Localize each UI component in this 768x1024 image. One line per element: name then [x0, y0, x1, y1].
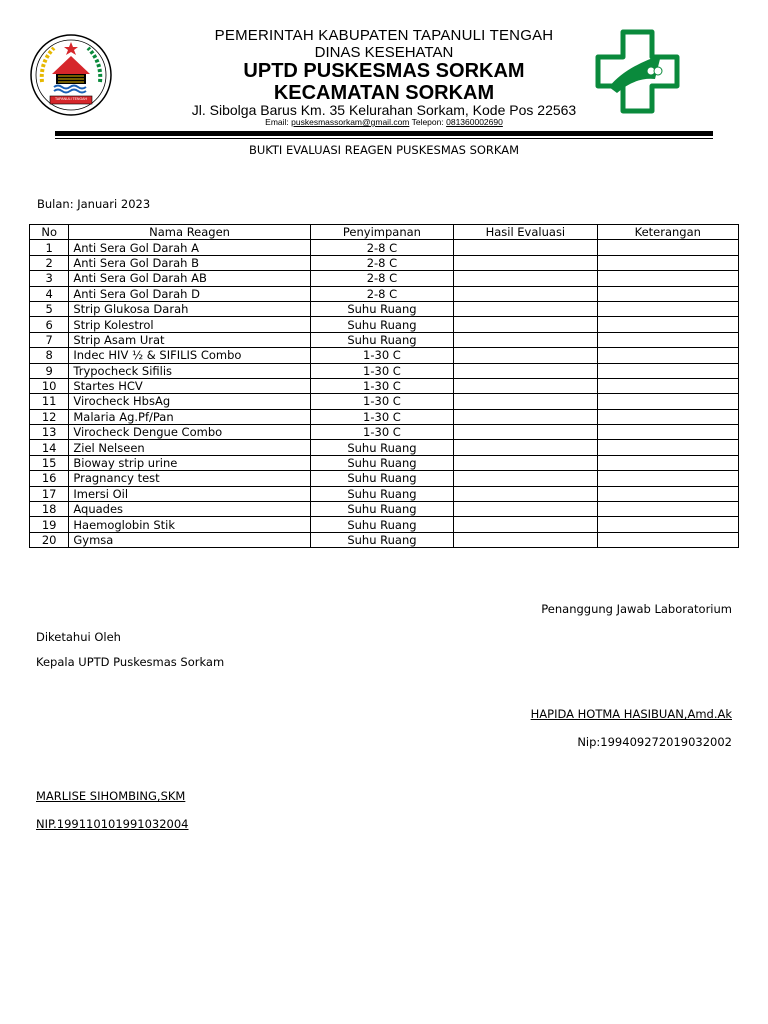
storage-condition: 1-30 C [310, 425, 453, 440]
header-government: PEMERINTAH KABUPATEN TAPANULI TENGAH [214, 27, 554, 44]
phone-label: Telepon: [411, 117, 444, 127]
evaluation-result [454, 425, 597, 440]
evaluation-result [454, 471, 597, 486]
row-notes [597, 286, 738, 301]
row-number: 5 [30, 301, 69, 316]
row-number: 13 [30, 425, 69, 440]
row-notes [597, 532, 738, 547]
reagent-name: Aquades [69, 502, 310, 517]
known-by: Diketahui Oleh [36, 630, 121, 644]
storage-condition: 1-30 C [310, 363, 453, 378]
evaluation-result [454, 286, 597, 301]
document-title: BUKTI EVALUASI REAGEN PUSKESMAS SORKAM [248, 143, 520, 157]
evaluation-result [454, 502, 597, 517]
table-row [30, 348, 739, 363]
reagent-name: Strip Kolestrol [69, 317, 310, 332]
evaluation-result [454, 317, 597, 332]
reagent-name: Startes HCV [69, 378, 310, 393]
row-notes [597, 502, 738, 517]
row-notes [597, 317, 738, 332]
storage-condition: 2-8 C [310, 240, 453, 255]
storage-condition: Suhu Ruang [310, 301, 453, 316]
row-number: 19 [30, 517, 69, 532]
reagent-name: Anti Sera Gol Darah B [69, 255, 310, 270]
head-signatory-nip: NIP.199110101991032004 [36, 817, 189, 831]
row-number: 10 [30, 378, 69, 393]
row-number: 7 [30, 332, 69, 347]
header-department: DINAS KESEHATAN [314, 44, 454, 61]
phone-link[interactable]: 081360002690 [446, 117, 503, 127]
email-label: Email: [265, 117, 289, 127]
row-number: 20 [30, 532, 69, 547]
evaluation-result [454, 378, 597, 393]
reagent-name: Ziel Nelseen [69, 440, 310, 455]
header-notes: Keterangan [597, 225, 738, 240]
storage-condition: Suhu Ruang [310, 332, 453, 347]
header-result: Hasil Evaluasi [454, 225, 597, 240]
storage-condition: Suhu Ruang [310, 455, 453, 470]
evaluation-result [454, 440, 597, 455]
row-notes [597, 409, 738, 424]
header-storage: Penyimpanan [310, 225, 453, 240]
reagent-name: Gymsa [69, 532, 310, 547]
storage-condition: Suhu Ruang [310, 440, 453, 455]
table-row [30, 363, 739, 378]
table-row [30, 455, 739, 470]
table-row [30, 517, 739, 532]
row-notes [597, 332, 738, 347]
header-no: No [30, 225, 69, 240]
email-link[interactable]: puskesmassorkam@gmail.com [291, 117, 410, 127]
reagent-name: Virocheck Dengue Combo [69, 425, 310, 440]
reagent-name: Anti Sera Gol Darah A [69, 240, 310, 255]
row-notes [597, 455, 738, 470]
row-number: 16 [30, 471, 69, 486]
lab-role: Penanggung Jawab Laboratorium [541, 602, 732, 616]
table-row [30, 317, 739, 332]
table-row [30, 440, 739, 455]
storage-condition: Suhu Ruang [310, 486, 453, 501]
reagent-name: Trypocheck Sifilis [69, 363, 310, 378]
row-notes [597, 425, 738, 440]
table-row [30, 378, 739, 393]
row-number: 15 [30, 455, 69, 470]
row-notes [597, 271, 738, 286]
row-notes [597, 255, 738, 270]
storage-condition: 1-30 C [310, 378, 453, 393]
reagent-name: Malaria Ag.Pf/Pan [69, 409, 310, 424]
reagent-name: Haemoglobin Stik [69, 517, 310, 532]
table-row [30, 425, 739, 440]
row-notes [597, 440, 738, 455]
evaluation-result [454, 409, 597, 424]
storage-condition: Suhu Ruang [310, 532, 453, 547]
lab-signatory-name: HAPIDA HOTMA HASIBUAN,Amd.Ak [530, 707, 732, 721]
row-number: 8 [30, 348, 69, 363]
row-number: 11 [30, 394, 69, 409]
table-row [30, 471, 739, 486]
table-row [30, 532, 739, 547]
head-signatory-name: MARLISE SIHOMBING,SKM [36, 789, 186, 803]
storage-condition: 2-8 C [310, 255, 453, 270]
reagent-name: Anti Sera Gol Darah D [69, 286, 310, 301]
storage-condition: 1-30 C [310, 394, 453, 409]
row-number: 14 [30, 440, 69, 455]
table-row [30, 394, 739, 409]
reagent-name: Pragnancy test [69, 471, 310, 486]
table-row [30, 332, 739, 347]
evaluation-result [454, 255, 597, 270]
table-row [30, 271, 739, 286]
reagent-name: Anti Sera Gol Darah AB [69, 271, 310, 286]
table-header-row [30, 225, 739, 240]
header-reagent-name: Nama Reagen [69, 225, 310, 240]
table-row [30, 240, 739, 255]
row-number: 18 [30, 502, 69, 517]
evaluation-result [454, 348, 597, 363]
table-row [30, 255, 739, 270]
evaluation-result [454, 240, 597, 255]
storage-condition: 2-8 C [310, 286, 453, 301]
reagent-table [29, 224, 739, 548]
storage-condition: Suhu Ruang [310, 517, 453, 532]
row-number: 17 [30, 486, 69, 501]
reagent-name: Indec HIV ½ & SIFILIS Combo [69, 348, 310, 363]
table-row [30, 502, 739, 517]
storage-condition: Suhu Ruang [310, 502, 453, 517]
row-number: 3 [30, 271, 69, 286]
evaluation-result [454, 455, 597, 470]
header-divider-thick [55, 131, 713, 136]
row-notes [597, 486, 738, 501]
row-notes [597, 240, 738, 255]
storage-condition: Suhu Ruang [310, 471, 453, 486]
evaluation-result [454, 517, 597, 532]
table-row [30, 409, 739, 424]
evaluation-result [454, 394, 597, 409]
storage-condition: Suhu Ruang [310, 317, 453, 332]
head-role: Kepala UPTD Puskesmas Sorkam [36, 655, 225, 669]
table-row [30, 486, 739, 501]
header-district: KECAMATAN SORKAM [273, 82, 495, 104]
reagent-name: Imersi Oil [69, 486, 310, 501]
row-notes [597, 517, 738, 532]
reagent-name: Bioway strip urine [69, 455, 310, 470]
header-divider-thin [55, 138, 713, 139]
reagent-name: Strip Asam Urat [69, 332, 310, 347]
row-notes [597, 363, 738, 378]
evaluation-result [454, 332, 597, 347]
row-number: 9 [30, 363, 69, 378]
table-row [30, 286, 739, 301]
header-address: Jl. Sibolga Barus Km. 35 Kelurahan Sorkam, Kode Pos 22563 [191, 102, 577, 118]
header-contact [0, 117, 768, 127]
header-puskesmas: UPTD PUSKESMAS SORKAM [243, 60, 525, 82]
table-row [30, 301, 739, 316]
row-notes [597, 348, 738, 363]
reagent-name: Virocheck HbsAg [69, 394, 310, 409]
row-number: 4 [30, 286, 69, 301]
row-notes [597, 378, 738, 393]
row-number: 12 [30, 409, 69, 424]
row-notes [597, 301, 738, 316]
row-number: 2 [30, 255, 69, 270]
lab-signatory-nip: Nip:199409272019032002 [577, 735, 732, 749]
emblem-banner-text: TAPANULI TENGAH [54, 97, 88, 101]
document-month: Bulan: Januari 2023 [37, 197, 151, 211]
evaluation-result [454, 532, 597, 547]
row-notes [597, 394, 738, 409]
evaluation-result [454, 363, 597, 378]
row-number: 6 [30, 317, 69, 332]
evaluation-result [454, 301, 597, 316]
evaluation-result [454, 486, 597, 501]
storage-condition: 1-30 C [310, 409, 453, 424]
row-notes [597, 471, 738, 486]
storage-condition: 2-8 C [310, 271, 453, 286]
row-number: 1 [30, 240, 69, 255]
storage-condition: 1-30 C [310, 348, 453, 363]
evaluation-result [454, 271, 597, 286]
reagent-name: Strip Glukosa Darah [69, 301, 310, 316]
